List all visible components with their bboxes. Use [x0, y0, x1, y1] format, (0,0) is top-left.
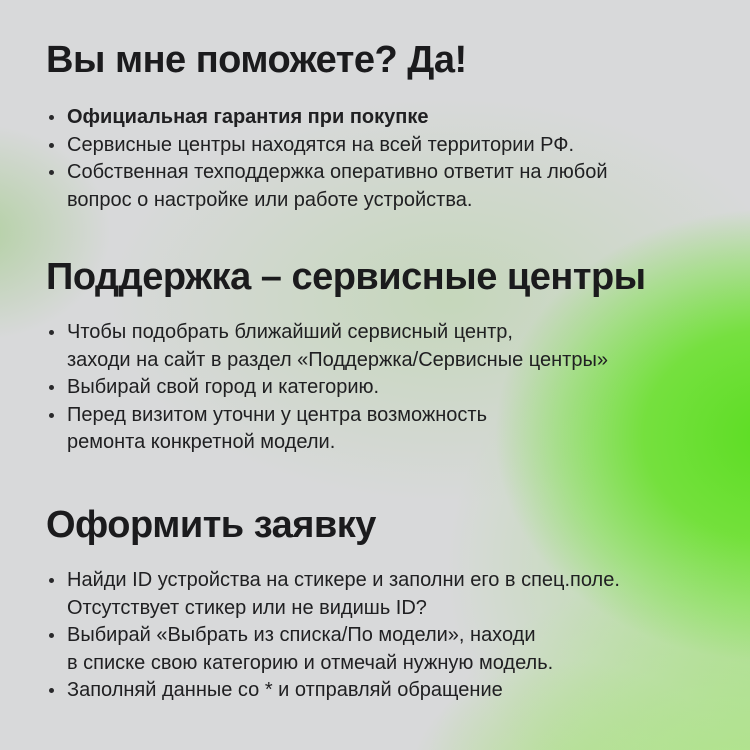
- bullet-icon: [49, 330, 54, 335]
- bullet-line: Выбирай «Выбрать из списка/По модели», находи: [67, 624, 536, 646]
- bullet-line: Официальная гарантия при покупке: [67, 106, 429, 128]
- bullet-line: Выбирай свой город и категорию.: [67, 376, 380, 398]
- bullet-icon: [49, 413, 54, 418]
- bullet-icon: [49, 143, 54, 148]
- bullet-list-service-centers: [46, 319, 608, 457]
- bullet-line: Найди ID устройства на стикере и заполни его в спец.поле.: [67, 569, 620, 591]
- bullet-list-help: [46, 104, 608, 214]
- bullet-icon: [49, 578, 54, 583]
- list-item: [46, 104, 608, 132]
- bullet-line: Чтобы подобрать ближайший сервисный центр,: [67, 321, 513, 343]
- bullet-line: Сервисные центры находятся на всей территории РФ.: [67, 133, 575, 156]
- bullet-line: Собственная техподдержка оперативно ответит на любой: [67, 161, 608, 183]
- bullet-line: заходи на сайт в раздел «Поддержка/Сервисные центры»: [67, 348, 608, 371]
- bullet-line: ремонта конкретной модели.: [67, 431, 336, 453]
- bullet-icon: [49, 633, 54, 638]
- section-title-service-centers: Поддержка – сервисные центры: [46, 256, 646, 298]
- bullet-icon: [49, 115, 54, 120]
- list-item: [46, 319, 608, 374]
- bullet-line: Перед визитом уточни у центра возможность: [67, 403, 488, 426]
- section-title-submit-request: Оформить заявку: [46, 504, 376, 546]
- list-item: [46, 132, 608, 160]
- list-item: [46, 677, 620, 705]
- bullet-line: в списке свою категорию и отмечай нужную модель.: [67, 651, 554, 674]
- bullet-icon: [49, 385, 54, 390]
- list-item: [46, 374, 608, 402]
- bullet-icon: [49, 170, 54, 175]
- bullet-line: Заполняй данные со * и отправляй обращение: [67, 679, 503, 701]
- bullet-icon: [49, 688, 54, 693]
- bullet-list-submit-request: [46, 567, 620, 705]
- list-item: [46, 567, 620, 622]
- bullet-line: вопрос о настройке или работе устройства.: [67, 188, 473, 211]
- bullet-line: Отсутствует стикер или не видишь ID?: [67, 596, 427, 619]
- list-item: [46, 622, 620, 677]
- section-title-help: Вы мне поможете? Да!: [46, 39, 467, 81]
- list-item: [46, 159, 608, 214]
- list-item: [46, 402, 608, 457]
